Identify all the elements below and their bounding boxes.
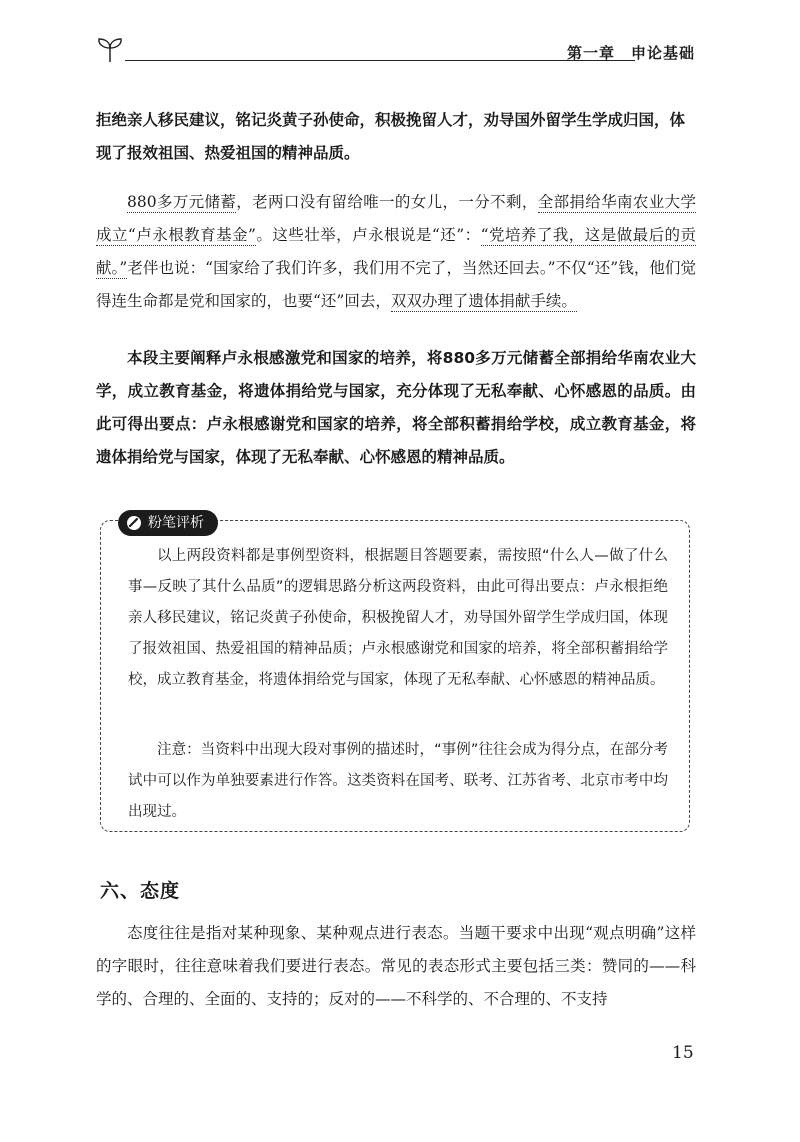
underlined-savings: 880多万元储蓄	[127, 193, 237, 211]
underlined-quote: “党培养了我，这是做最后的贡献。”	[96, 226, 696, 277]
paragraph-2-text-d: 。这些壮举，卢永根说是“还”：	[255, 226, 481, 244]
section-title: 六、态度	[100, 880, 181, 902]
paragraph-2-text-b: ，老两口没有留给唯一的女儿，一分不剩，	[236, 193, 538, 211]
chapter-title: 第一章 申论基础	[566, 44, 695, 62]
underlined-donation: 全部捐给华南农业大学成立“卢永根教育基金”	[96, 193, 696, 244]
analysis-text-1: 以上两段资料都是事例型资料，根据题目答题要素，需按照“什么人—做了什么事—反映了其什么品质”的逻辑思路分析这两段资料，由此可得出要点：卢永根拒绝亲人移民建议，铭记炎黄子孙使命，积极挽留人才，劝导国外留学生学成归国，体现了报效祖国、热爱祖国的精神品质；卢永根感谢党和国家的培养，将全部积蓄捐给学校，成立教育基金，将遗体捐给党与国家，体现了无私奉献、心怀感恩的精神品质。	[128, 548, 668, 688]
paragraph-2	[96, 186, 696, 318]
paragraph-1	[96, 104, 696, 170]
paragraph-2-text-f: 老伴也说：“国家给了我们许多，我们用不完了，当然还回去。”不仅“还”钱，他们觉得连生命都是党和国家的，也要“还”回去，	[96, 259, 696, 310]
sprout-icon	[95, 36, 125, 64]
paragraph-3: 本段主要阐释卢永根感激党和国家的培养，将880多万元储蓄全部捐给华南农业大学，成立教育基金，将遗体捐给党与国家，充分体现了无私奉献、心怀感恩的品质。由此可得出要点：卢永根感谢党和国家的培养，将全部积蓄捐给学校，成立教育基金，将遗体捐给党与国家，体现了无私奉献、心怀感恩的精神品质。	[96, 349, 696, 466]
page-header	[95, 36, 695, 66]
chalk-icon	[126, 515, 142, 531]
paragraph-1-line-1: 拒绝亲人移民建议，铭记炎黄子孙使命，积极挽留人才，劝导国外留学生学成归国，体	[96, 111, 686, 129]
analysis-text-2: 注意：当资料中出现大段对事例的描述时，“事例”往往会成为得分点，在部分考试中可以作为单独要素进行作答。这类资料在国考、联考、江苏省考、北京市考中均出现过。	[128, 742, 668, 820]
paragraph-1-line-2: 现了报效祖国、热爱祖国的精神品质。	[96, 144, 360, 162]
analysis-badge	[118, 510, 218, 536]
analysis-badge-label: 粉笔评析	[148, 515, 204, 531]
page-number: 15	[672, 1043, 694, 1063]
header-rule	[125, 60, 635, 61]
underlined-body-donation: 双双办理了遗体捐献手续。	[390, 292, 577, 310]
section-body: 态度往往是指对某种现象、某种观点进行表态。当题干要求中出现“观点明确”这样的字眼时，往往意味着我们要进行表态。常见的表态形式主要包括三类：赞同的——科学的、合理的、全面的、支持的；反对的——不科学的、不合理的、不支持	[96, 924, 696, 1008]
